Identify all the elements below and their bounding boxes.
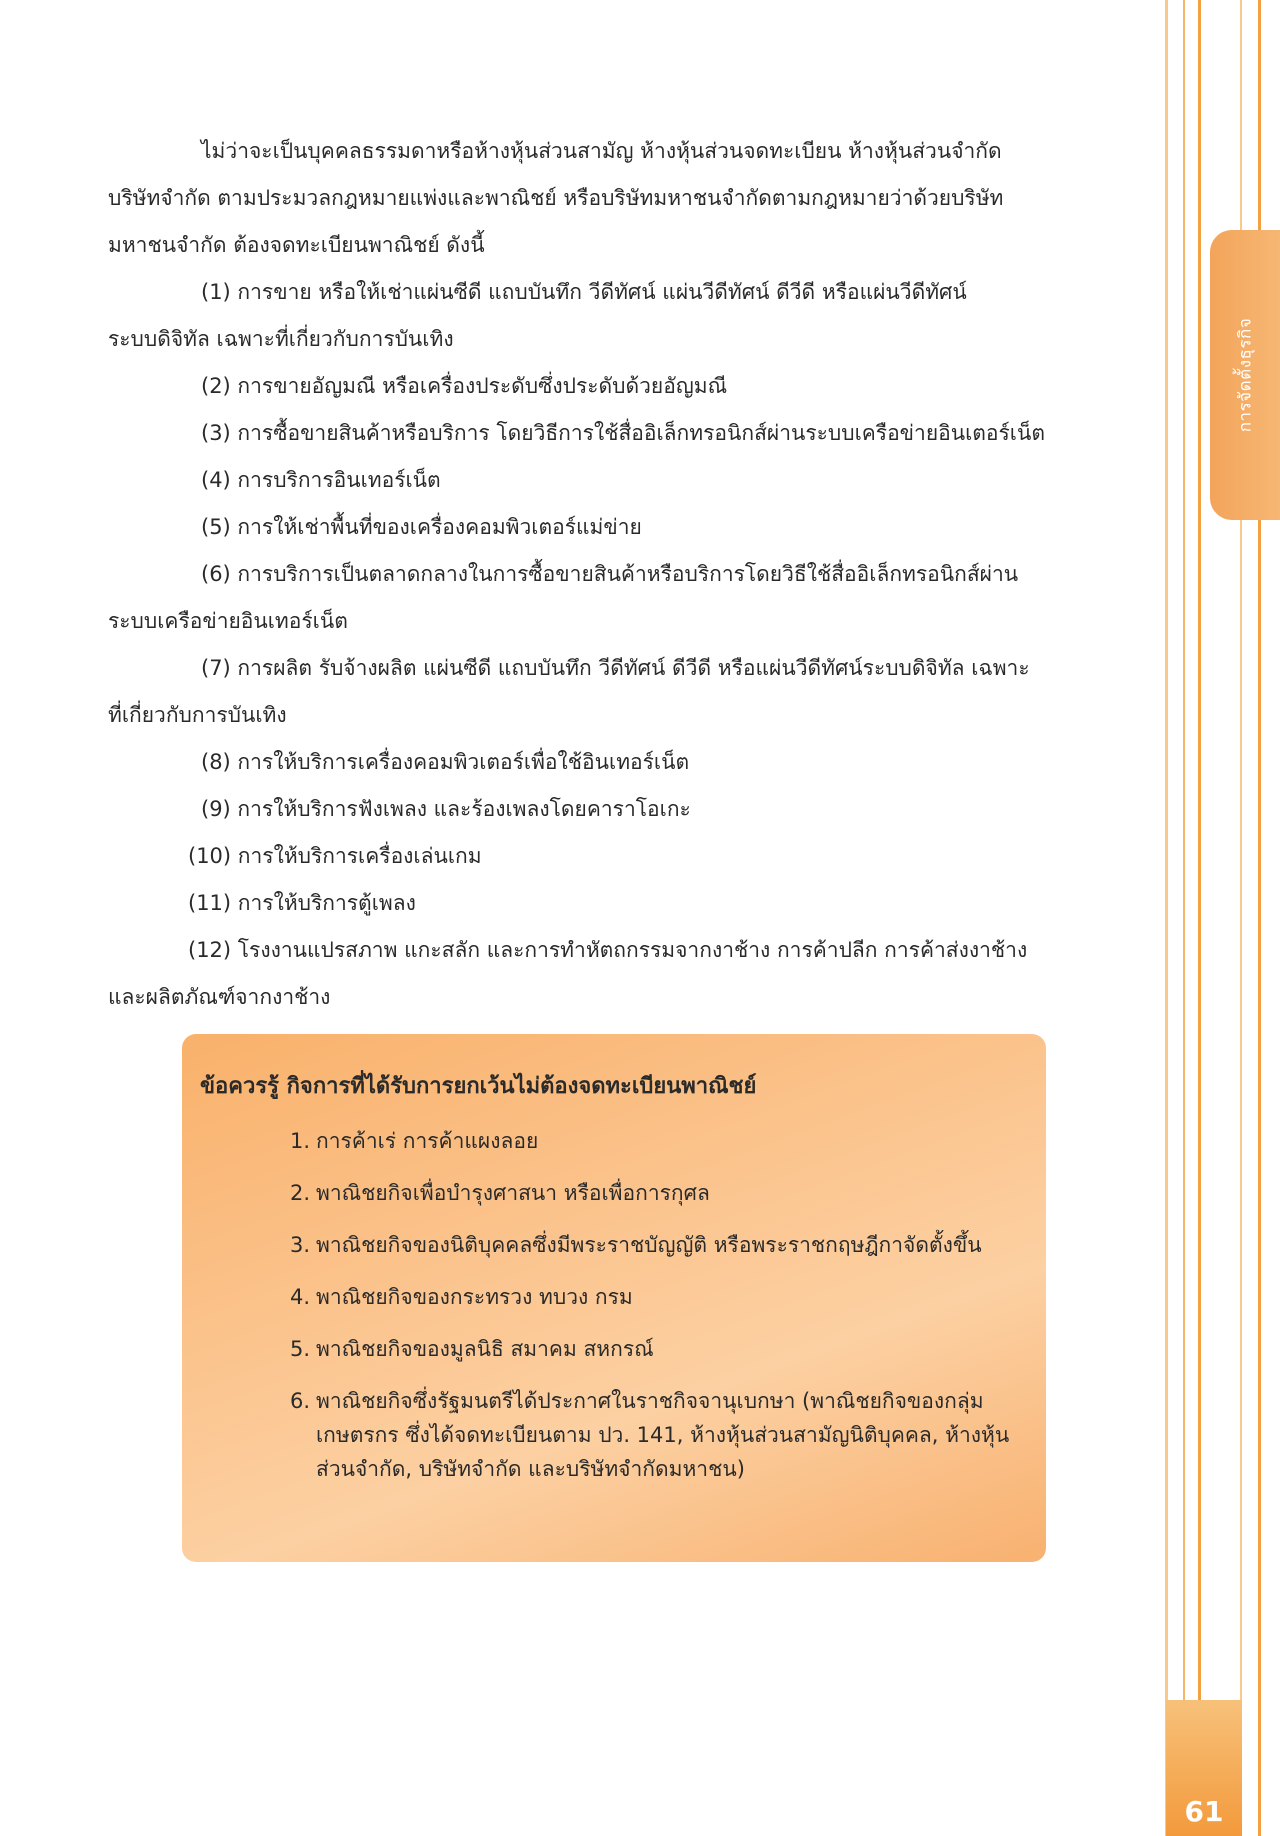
info-box-title: ข้อควรรู้ กิจการที่ได้รับการยกเว้นไม่ต้องจดทะเบียนพาณิชย์ xyxy=(200,1074,757,1099)
decorative-line-2 xyxy=(1183,0,1185,1836)
info-entry-3: 3. พาณิชยกิจของนิติบุคคลซึ่งมีพระราชบัญญัติ หรือพระราชกฤษฎีกาจัดตั้งขึ้น xyxy=(290,1233,982,1257)
page-number-box xyxy=(1166,1700,1242,1836)
list-item-7: (7) การผลิต รับจ้างผลิต แผ่นซีดี แถบบันทึก วีดีทัศน์ ดีวีดี หรือแผ่นวีดีทัศน์ระบบดิจิทัล เฉพาะ ที่เกี่ยวกับการบันเทิง xyxy=(108,656,1030,727)
page-number: 61 xyxy=(1184,1795,1224,1828)
info-box-list xyxy=(290,1124,1030,1504)
intro-paragraph xyxy=(108,128,1098,269)
decorative-line-1 xyxy=(1165,0,1168,1836)
side-tab-label: การจัดตั้งธุรกิจ xyxy=(1235,317,1256,433)
intro-line-1: ไม่ว่าจะเป็นบุคคลธรรมดาหรือห้างหุ้นส่วนสามัญ ห้างหุ้นส่วนจดทะเบียน ห้างหุ้นส่วนจำกัด xyxy=(201,139,1002,163)
list-item-4: (4) การบริการอินเทอร์เน็ต xyxy=(201,468,441,492)
list-item-5: (5) การให้เช่าพื้นที่ของเครื่องคอมพิวเตอร์แม่ข่าย xyxy=(201,515,642,539)
list-item-1: (1) การขาย หรือให้เช่าแผ่นซีดี แถบบันทึก วีดีทัศน์ แผ่นวีดีทัศน์ ดีวีดี หรือแผ่นวีดีทัศน์ ระบบดิจิทัล เฉพาะที่เกี่ยวกับการบันเทิง xyxy=(108,280,967,351)
intro-line-3: มหาชนจำกัด ต้องจดทะเบียนพาณิชย์ ดังนี้ xyxy=(108,233,485,257)
list-item-10: (10) การให้บริการเครื่องเล่นเกม xyxy=(188,844,482,868)
info-entry-4: 4. พาณิชยกิจของกระทรวง ทบวง กรม xyxy=(290,1285,633,1309)
main-content xyxy=(108,128,1098,1021)
info-box xyxy=(182,1034,1046,1562)
intro-line-2: บริษัทจำกัด ตามประมวลกฎหมายแพ่งและพาณิชย์ หรือบริษัทมหาชนจำกัดตามกฎหมายว่าด้วยบริษัท xyxy=(108,186,1004,210)
info-entry-2: 2. พาณิชยกิจเพื่อบำรุงศาสนา หรือเพื่อการกุศล xyxy=(290,1181,710,1205)
list-item-2: (2) การขายอัญมณี หรือเครื่องประดับซึ่งประดับด้วยอัญมณี xyxy=(201,374,728,398)
list-item-6: (6) การบริการเป็นตลาดกลางในการซื้อขายสินค้าหรือบริการโดยวิธีใช้สื่ออิเล็กทรอนิกส์ผ่าน ระบบเครือข่ายอินเทอร์เน็ต xyxy=(108,562,1019,633)
list-item-9: (9) การให้บริการฟังเพลง และร้องเพลงโดยคาราโอเกะ xyxy=(201,797,691,821)
list-item-3: (3) การซื้อขายสินค้าหรือบริการ โดยวิธีการใช้สื่ออิเล็กทรอนิกส์ผ่านระบบเครือข่ายอินเตอร์เน็ต xyxy=(201,421,1045,445)
list-item-11: (11) การให้บริการตู้เพลง xyxy=(188,891,416,915)
list-item-12: (12) โรงงานแปรสภาพ แกะสลัก และการทำหัตถกรรมจากงาช้าง การค้าปลีก การค้าส่งงาช้าง และผลิตภัณฑ์จากงาช้าง xyxy=(108,938,1028,1009)
decorative-line-3 xyxy=(1198,0,1201,1836)
info-entry-1: 1. การค้าเร่ การค้าแผงลอย xyxy=(290,1129,539,1153)
list-item-8: (8) การให้บริการเครื่องคอมพิวเตอร์เพื่อใช้อินเทอร์เน็ต xyxy=(201,750,690,774)
section-side-tab xyxy=(1210,230,1280,520)
info-entry-5: 5. พาณิชยกิจของมูลนิธิ สมาคม สหกรณ์ xyxy=(290,1337,654,1361)
info-entry-6: 6. พาณิชยกิจซึ่งรัฐมนตรีได้ประกาศในราชกิจจานุเบกษา (พาณิชยกิจของกลุ่มเกษตรกร ซึ่งได้จดทะเบียนตาม ปว. 141, ห้างหุ้นส่วนสามัญนิติบุคคล, ห้างหุ้นส่วนจำกัด, บริษัทจำกัด และบริษัทจำกัดมหาชน) xyxy=(290,1389,1010,1481)
